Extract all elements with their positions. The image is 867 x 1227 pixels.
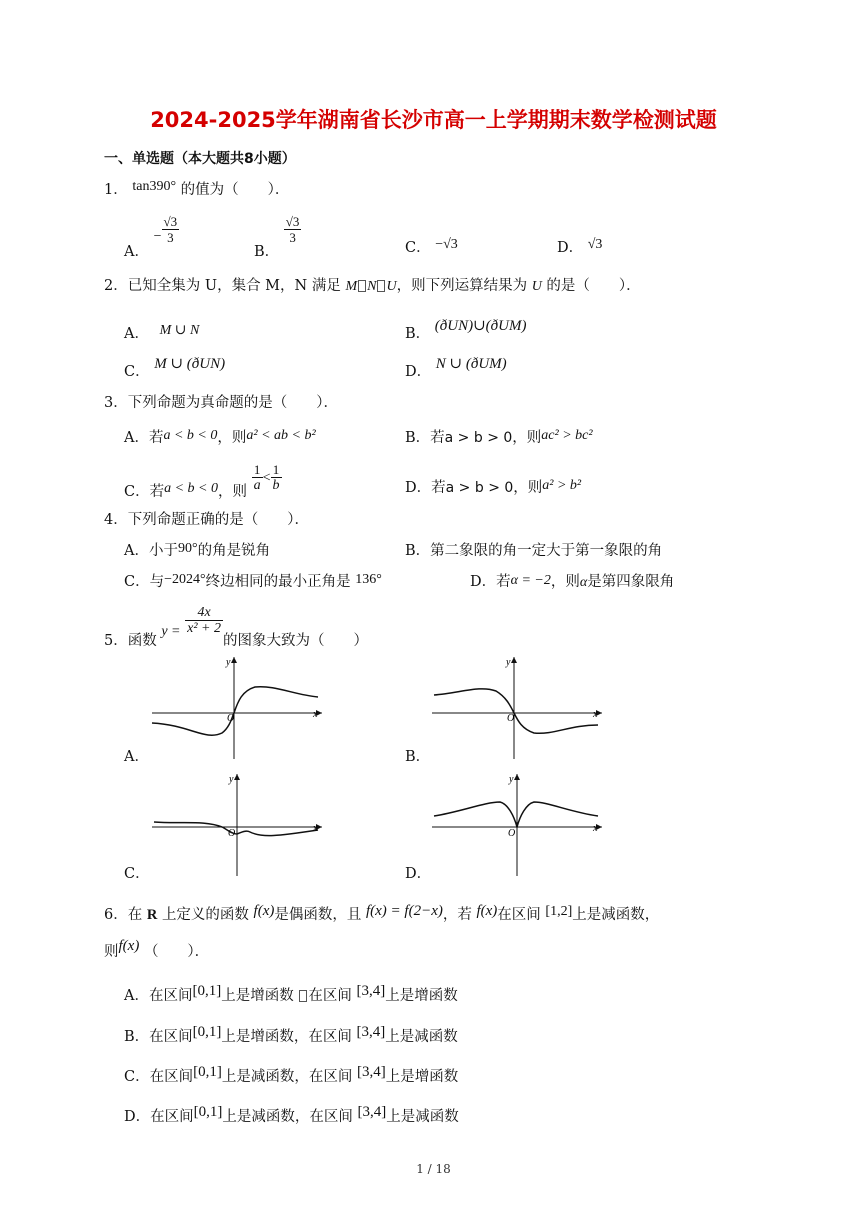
set-n: N — [367, 279, 377, 294]
option-value: M ∪ N — [159, 323, 200, 338]
question-3 — [104, 391, 338, 412]
option-label: A． — [124, 326, 149, 342]
option-c-label: C． — [124, 866, 150, 882]
option-b-label: B． — [405, 749, 431, 765]
option-value: √3 — [587, 237, 603, 252]
condition: a > b > 0 — [445, 480, 514, 496]
missing-glyph-icon — [377, 280, 385, 292]
curve — [154, 822, 318, 836]
option-label: C．与 — [124, 574, 165, 590]
question-6-line-2 — [104, 940, 209, 961]
graph-d — [430, 772, 610, 877]
set-u: U — [531, 279, 542, 294]
axis-x-label: x — [593, 823, 598, 834]
question-number: 1． — [104, 182, 128, 198]
result: a² < ab < b² — [246, 428, 316, 443]
interval: [0,1] — [192, 983, 222, 999]
math-expression: tan390° — [132, 179, 177, 194]
option-d — [405, 476, 581, 497]
curve — [434, 689, 598, 733]
denominator: 3 — [167, 230, 174, 245]
numerator: 1 — [252, 462, 263, 478]
function-y: y = — [161, 623, 181, 639]
question-stem: 函数 — [127, 632, 157, 649]
question-5 — [104, 601, 368, 649]
option-d — [124, 1105, 459, 1126]
question-stem: 在 — [127, 907, 143, 923]
missing-glyph-icon — [299, 990, 307, 1002]
origin-label: O — [507, 713, 515, 724]
question-stem: 上定义的函数 — [161, 907, 249, 923]
option-a — [124, 426, 316, 447]
document-title: 2024-2025学年湖南省长沙市高一上学期期末数学检测试题 — [150, 108, 717, 132]
option-label: C．在区间 — [124, 1069, 194, 1085]
option-a — [124, 214, 179, 260]
question-stem: 是偶函数，且 — [274, 907, 362, 923]
option-label: A．在区间 — [124, 988, 193, 1004]
graph-b — [430, 655, 610, 760]
option-label: D．若 — [470, 574, 511, 590]
axis-x-label: x — [313, 823, 318, 834]
option-text: 在区间 — [308, 988, 352, 1004]
option-label: A．若 — [124, 430, 164, 446]
option-b — [254, 214, 301, 260]
option-value: (ðUN)∪(ðUM) — [434, 318, 527, 334]
question-number: 6． — [104, 907, 128, 923]
question-stem: 的图象大致为（ ） — [222, 632, 368, 649]
denominator: a — [253, 478, 261, 493]
interval: [3,4] — [356, 1064, 386, 1080]
option-b — [405, 426, 593, 447]
connector: ，则 — [550, 574, 580, 590]
set-u: U — [386, 279, 397, 294]
numerator: 4x — [185, 605, 223, 621]
less-than: < — [262, 470, 271, 486]
option-b — [405, 539, 662, 560]
question-stem: 则 — [104, 944, 119, 960]
option-b — [405, 314, 527, 342]
option-b — [124, 1025, 458, 1046]
origin-label: O — [227, 713, 235, 724]
question-stem: ，若 — [442, 907, 472, 923]
interval: [3,4] — [357, 1104, 387, 1120]
question-number: 4． — [104, 512, 128, 528]
option-text: 上是减函数，在区间 — [221, 1069, 353, 1085]
option-a-label: A． — [124, 749, 149, 765]
interval: [3,4] — [356, 1024, 386, 1040]
option-label: B．在区间 — [124, 1029, 193, 1045]
question-stem: 上是减函数， — [572, 907, 660, 923]
question-stem: 在区间 — [497, 907, 541, 923]
alpha: α — [579, 575, 588, 590]
option-a — [124, 984, 458, 1005]
denominator: x² + 2 — [187, 621, 221, 636]
missing-glyph-icon — [358, 280, 366, 292]
interval: [0,1] — [193, 1064, 222, 1080]
question-number: 2． — [104, 278, 128, 294]
numerator: 1 — [271, 462, 282, 478]
option-c — [124, 352, 226, 380]
option-label: B． — [254, 243, 280, 260]
interval: [0,1] — [193, 1104, 223, 1120]
angle: 136° — [355, 572, 382, 587]
axis-x-label: x — [593, 709, 598, 720]
condition: α = −2 — [510, 573, 551, 588]
angle: 90° — [177, 541, 198, 556]
question-stem: 下列命题正确的是（ ）． — [127, 512, 309, 528]
question-stem: （ ）． — [143, 944, 210, 960]
option-label: D．在区间 — [124, 1109, 194, 1125]
connector: ，则 — [512, 430, 542, 446]
graph-c — [150, 772, 330, 877]
option-text: 上是增函数 — [385, 988, 458, 1004]
numerator: √3 — [285, 214, 300, 229]
option-text: 上是增函数 — [385, 1069, 459, 1085]
denominator: 3 — [289, 230, 296, 245]
option-text: 上是减函数，在区间 — [222, 1109, 353, 1125]
option-text: B．第二象限的角一定大于第一象限的角 — [405, 543, 663, 559]
result: a² > b² — [542, 478, 582, 493]
option-label: D．若 — [405, 480, 446, 496]
option-c — [124, 462, 282, 500]
question-number: 5． — [104, 632, 128, 649]
option-text: 的角是锐角 — [197, 543, 271, 559]
option-label: D． — [405, 364, 432, 380]
axis-y-label: y — [226, 657, 231, 668]
axis-y-label: y — [229, 774, 234, 785]
option-text: 终边相同的最小正角是 — [205, 574, 351, 590]
interval: [0,1] — [192, 1024, 222, 1040]
question-number: 3． — [104, 395, 128, 411]
curve — [152, 687, 318, 735]
interval: [3,4] — [356, 983, 386, 999]
connector: ，则 — [217, 430, 247, 446]
connector: ，则 — [218, 483, 248, 500]
option-d — [557, 236, 602, 257]
result: ac² > bc² — [541, 428, 593, 443]
connector: ，则 — [513, 480, 543, 496]
question-stem: 的是（ ）． — [546, 278, 641, 294]
page-number: 1 / 18 — [416, 1162, 451, 1176]
condition: a < b < 0 — [164, 480, 219, 496]
section-heading: 一、单选题（本大题共8小题） — [104, 151, 296, 167]
option-label: C．若 — [124, 483, 165, 500]
option-value: N ∪ (ðUM) — [435, 356, 507, 372]
fraction — [271, 462, 282, 493]
question-stem: ，则下列运算结果为 — [396, 278, 528, 294]
option-value: −√3 — [435, 237, 458, 252]
angle: −2024° — [164, 572, 206, 587]
function: f(x) — [476, 903, 498, 919]
option-text: 上是增函数，在区间 — [221, 1029, 352, 1045]
fraction — [284, 214, 302, 245]
option-d-label: D． — [405, 866, 432, 882]
question-2 — [104, 274, 641, 295]
option-d — [405, 352, 507, 380]
graph-a — [150, 655, 330, 760]
option-a — [124, 539, 270, 560]
condition: a > b > 0 — [444, 430, 513, 446]
option-label: A． — [124, 243, 149, 260]
function: f(x) — [253, 903, 275, 919]
denominator: b — [272, 478, 280, 493]
fraction — [185, 605, 223, 636]
fraction — [162, 214, 180, 245]
option-text: 上是减函数 — [386, 1109, 459, 1125]
option-c — [405, 236, 458, 257]
option-label: C． — [124, 364, 150, 380]
axis-y-label: y — [506, 657, 511, 668]
option-c — [124, 1065, 458, 1086]
option-a — [124, 318, 200, 342]
function: f(x) — [118, 938, 140, 954]
option-d — [470, 570, 674, 591]
function-identity: f(x) = f(2−x) — [365, 903, 443, 919]
question-stem: 的值为（ ）． — [180, 182, 290, 198]
option-value: M ∪ (ðUN) — [154, 356, 226, 372]
axis-x-label: x — [313, 709, 318, 720]
interval: [1,2] — [545, 904, 573, 919]
question-stem: 下列命题为真命题的是（ ）． — [127, 395, 338, 411]
curve — [434, 802, 598, 827]
option-label: B．若 — [405, 430, 445, 446]
numerator: √3 — [163, 214, 178, 229]
origin-label: O — [228, 828, 236, 839]
set-m: M — [345, 279, 358, 294]
question-4 — [104, 508, 309, 529]
option-label: B． — [405, 326, 431, 342]
option-text: 上是减函数 — [385, 1029, 458, 1045]
option-label: A．小于 — [124, 543, 178, 559]
origin-label: O — [508, 828, 516, 839]
real-numbers: R — [146, 907, 158, 923]
minus-sign: − — [153, 228, 162, 244]
axis-y-label: y — [509, 774, 514, 785]
option-label: C． — [405, 240, 431, 256]
condition: a < b < 0 — [163, 428, 218, 443]
option-text: 上是增函数 — [221, 988, 294, 1004]
question-6-line-1 — [104, 903, 659, 924]
option-text: 是第四象限角 — [587, 574, 675, 590]
fraction — [252, 462, 263, 493]
option-label: D． — [557, 240, 584, 256]
question-1 — [104, 178, 289, 199]
question-stem: 已知全集为 U，集合 M，N 满足 — [127, 278, 341, 294]
option-c — [124, 570, 382, 591]
